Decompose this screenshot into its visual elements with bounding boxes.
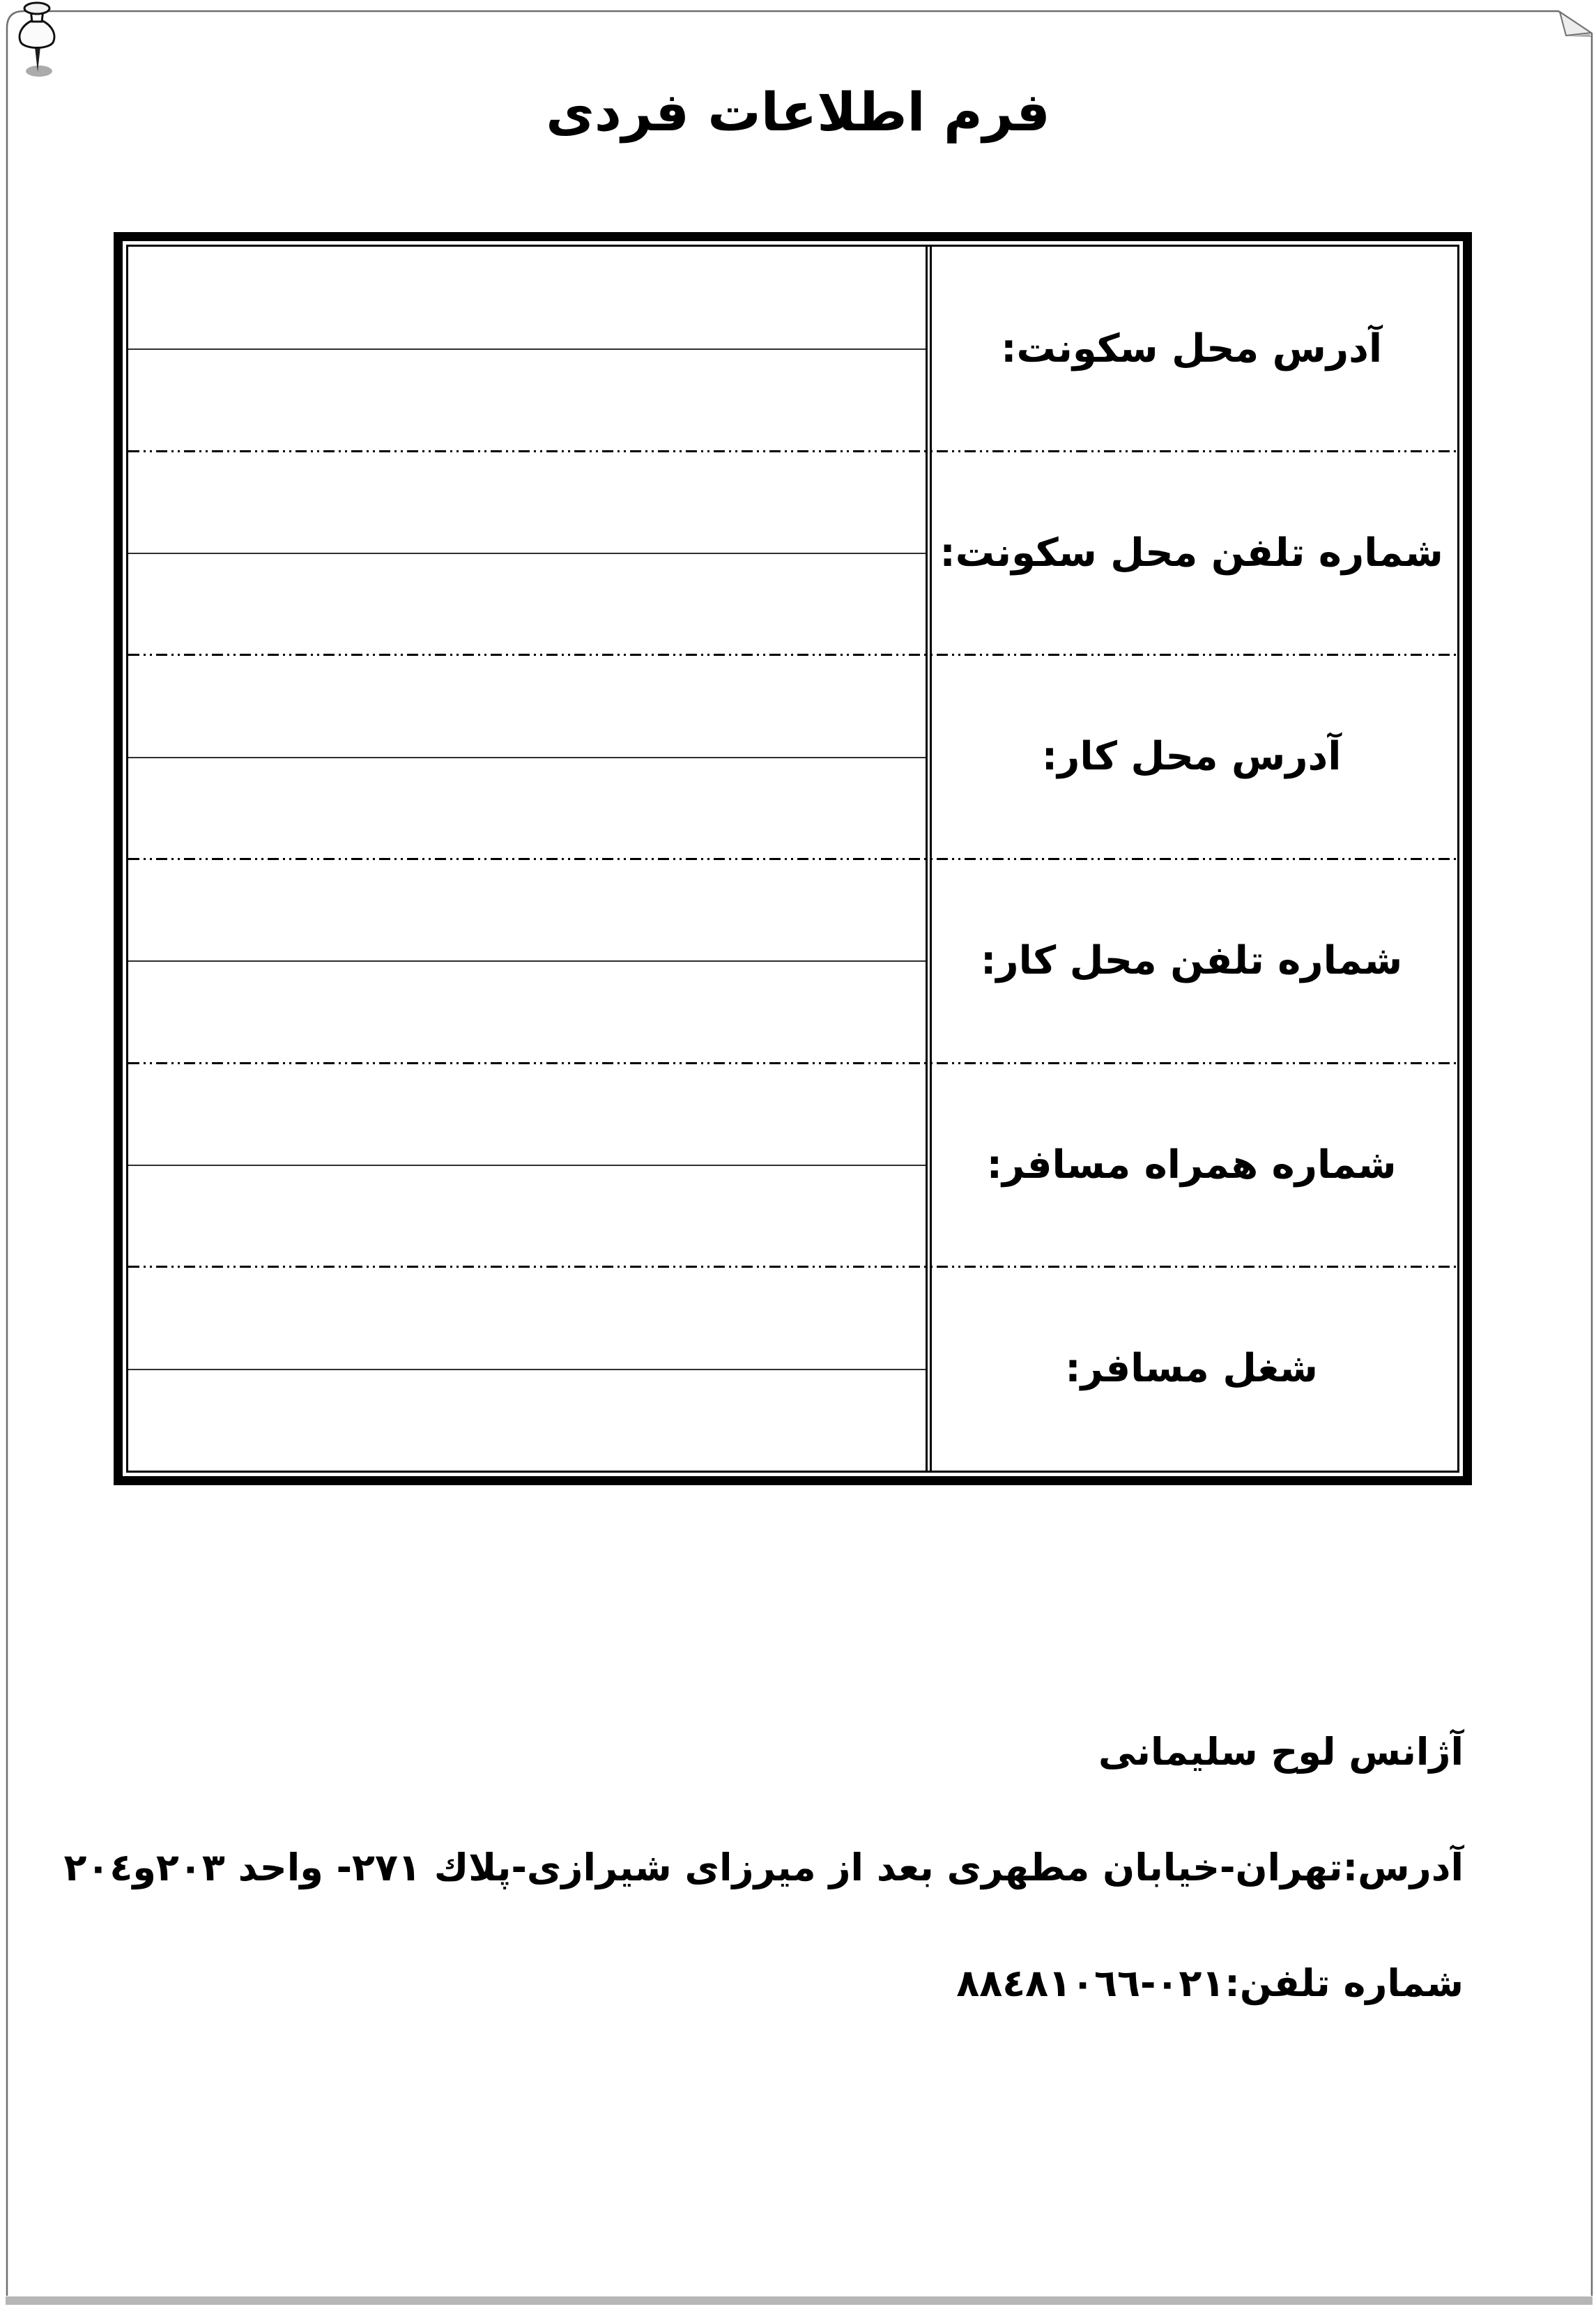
page-bottom-edge <box>6 2296 1593 2305</box>
table-row-passenger-job <box>128 1266 1457 1471</box>
row-separator <box>128 654 1457 656</box>
field-label: آدرس محل کار: <box>1041 734 1342 780</box>
folded-corner-icon <box>1560 12 1591 37</box>
form-rows <box>128 247 1457 1471</box>
agency-address: آدرس:تهران-خیابان مطهری بعد از میرزای شیرازی-پلاك ٢٧١- واحد ٢٠٣و٢٠٤ <box>63 1846 1464 1889</box>
phone-number: ٠٢١-٨٨٤٨١٠٦٦ <box>956 1961 1225 2005</box>
write-in-line <box>128 1369 926 1370</box>
agency-name: آژانس لوح سلیمانی <box>1098 1730 1464 1774</box>
row-separator <box>128 450 1457 452</box>
table-row-residence-phone <box>128 451 1457 655</box>
write-in-line <box>128 553 926 554</box>
form-table-inner <box>126 245 1459 1473</box>
field-label: شماره تلفن محل سکونت: <box>939 530 1443 576</box>
row-separator <box>128 858 1457 860</box>
write-in-line <box>128 757 926 758</box>
footer <box>63 1715 1464 2021</box>
table-row-work-address <box>128 654 1457 859</box>
row-separator <box>128 1266 1457 1268</box>
table-row-passenger-mobile <box>128 1063 1457 1267</box>
field-label: آدرس محل سکونت: <box>1001 325 1383 371</box>
phone-label: شماره تلفن: <box>1225 1961 1464 2005</box>
page-title: فرم اطلاعات فردی <box>546 81 1050 143</box>
field-label: شغل مسافر: <box>1065 1346 1318 1392</box>
pushpin-icon <box>10 1 64 79</box>
row-separator <box>128 1062 1457 1064</box>
table-row-work-phone <box>128 859 1457 1063</box>
field-label: شماره تلفن محل کار: <box>980 937 1403 983</box>
table-row-residence-address <box>128 247 1457 451</box>
write-in-line <box>128 1165 926 1166</box>
write-in-line <box>128 348 926 350</box>
form-table <box>114 232 1472 1485</box>
field-label: شماره همراه مسافر: <box>986 1142 1397 1188</box>
agency-phone-line <box>63 1946 1464 2021</box>
write-in-line <box>128 960 926 962</box>
